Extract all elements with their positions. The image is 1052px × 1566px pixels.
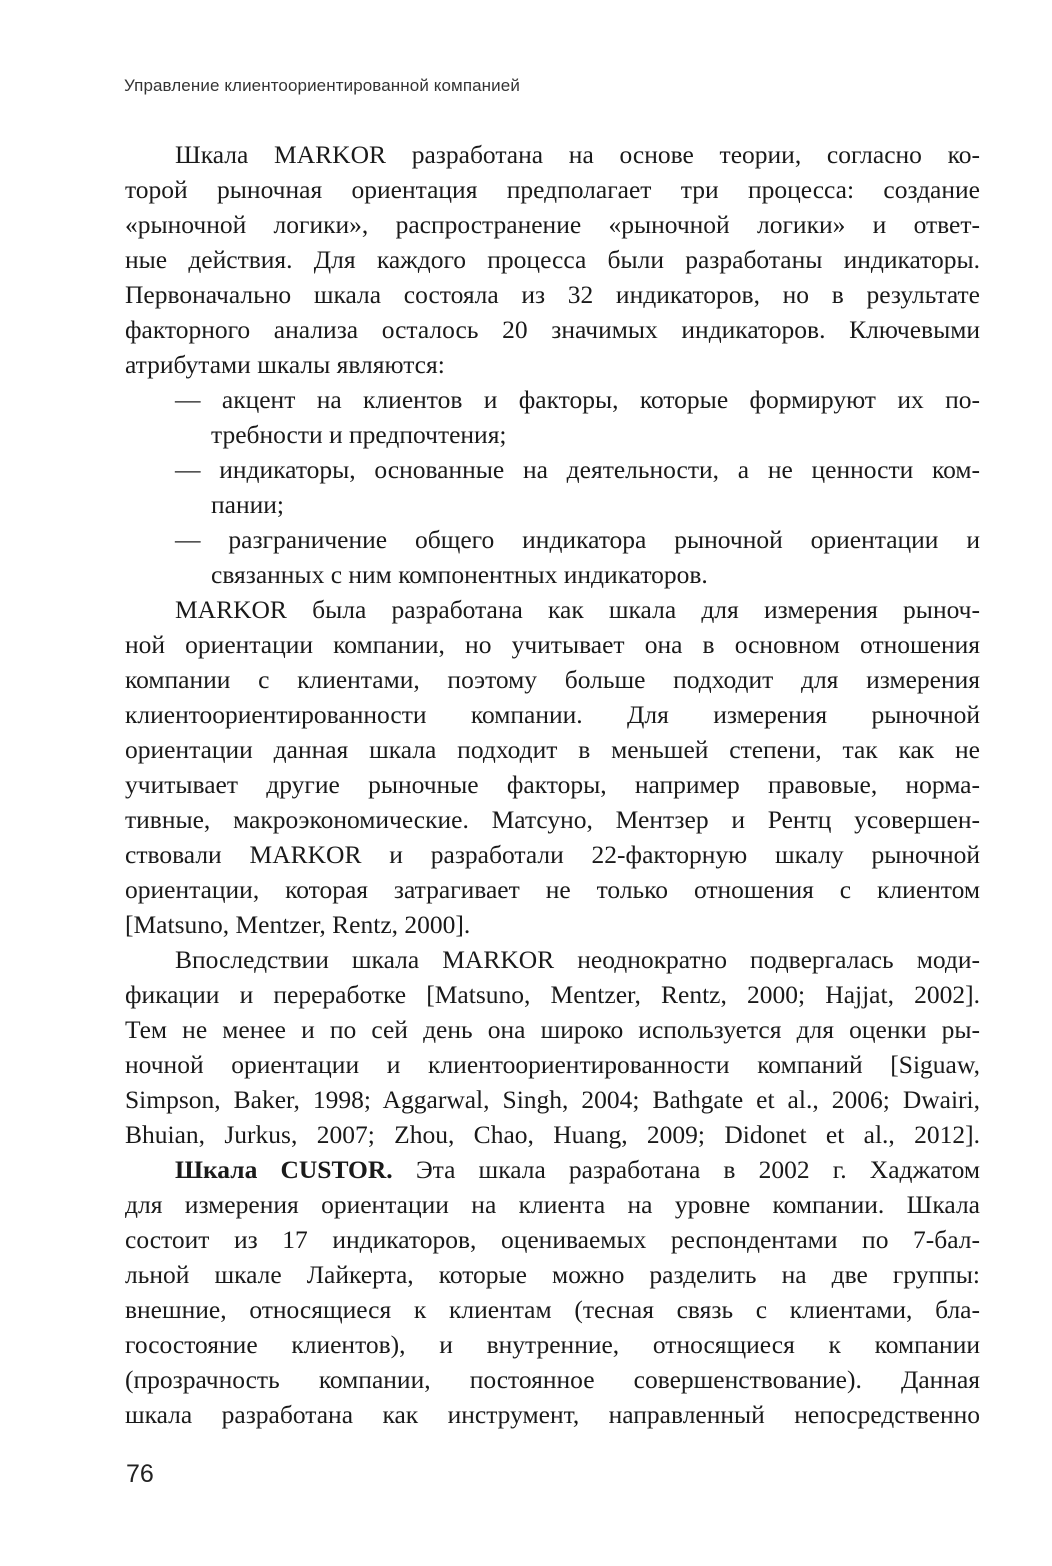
text-line: MARKOR была разработана как шкала для измерения рыноч-: [175, 595, 980, 624]
text-line: шкала разработана как инструмент, направленный непосредственно: [125, 1400, 980, 1429]
text-line: льной шкале Лайкерта, которые можно разделить на две группы:: [125, 1260, 980, 1289]
text-line: для измерения ориентации на клиента на уровне компании. Шкала: [125, 1190, 980, 1219]
text-line: госостояние клиентов), и внутренние, относящиеся к компании: [125, 1330, 980, 1359]
text-line: тивные, макроэкономические. Матсуно, Ментзер и Рентц усовершен-: [125, 805, 980, 834]
text-line: (прозрачность компании, постоянное совершенствование). Данная: [125, 1365, 980, 1394]
text-line: факторного анализа осталось 20 значимых индикаторов. Ключевыми: [125, 315, 980, 344]
text-line: Тем не менее и по сей день она широко используется для оценки ры-: [125, 1015, 980, 1044]
text-line: внешние, относящиеся к клиентам (тесная связь с клиентами, бла-: [125, 1295, 980, 1324]
text-line: компании с клиентами, поэтому больше подходит для измерения: [125, 665, 980, 694]
text-line: ориентации данная шкала подходит в меньшей степени, так как не: [125, 735, 980, 764]
text-span: Эта шкала разработана в 2002 г. Хаджатом: [415, 1155, 981, 1184]
list-item-line: пании;: [211, 490, 284, 519]
page-number: 76: [126, 1460, 154, 1488]
text-line: учитывает другие рыночные факторы, например правовые, норма-: [125, 770, 980, 799]
text-line: [125, 1152, 980, 1187]
text-line: ные действия. Для каждого процесса были разработаны индикаторы.: [125, 245, 980, 274]
text-line: атрибутами шкалы являются:: [125, 350, 445, 379]
list-item-line: связанных с ним компонентных индикаторов.: [211, 560, 708, 589]
text-line: клиентоориентированности компании. Для измерения рыночной: [125, 700, 980, 729]
list-item-line: — акцент на клиентов и факторы, которые формируют их по-: [175, 385, 980, 414]
list-item-line: требности и предпочтения;: [211, 420, 507, 449]
running-header: Управление клиентоориентированной компанией: [124, 76, 520, 95]
text-line: ночной ориентации и клиентоориентированности компаний [Siguaw,: [125, 1050, 980, 1079]
list-item-line: — разграничение общего индикатора рыночной ориентации и: [175, 525, 980, 554]
text-line: Шкала MARKOR разработана на основе теории, согласно ко-: [175, 140, 980, 169]
text-line: ной ориентации компании, но учитывает она в основном отношения: [125, 630, 980, 659]
text-line: состоит из 17 индикаторов, оцениваемых респондентами по 7-бал-: [125, 1225, 980, 1254]
section-heading-custor: Шкала CUSTOR.: [175, 1155, 393, 1184]
text-line: ориентации, которая затрагивает не только отношения с клиентом: [125, 875, 980, 904]
text-line: Simpson, Baker, 1998; Aggarwal, Singh, 2004; Bathgate et al., 2006; Dwairi,: [125, 1085, 980, 1114]
text-line: Первоначально шкала состояла из 32 индикаторов, но в результате: [125, 280, 980, 309]
text-line: [Matsuno, Mentzer, Rentz, 2000].: [125, 910, 471, 939]
text-line: Впоследствии шкала MARKOR неоднократно подвергалась моди-: [175, 945, 980, 974]
page-body: [125, 137, 980, 1432]
text-line: фикации и переработке [Matsuno, Mentzer, Rentz, 2000; Hajjat, 2002].: [125, 980, 980, 1009]
text-line: ствовали MARKOR и разработали 22-факторную шкалу рыночной: [125, 840, 980, 869]
text-line: Bhuian, Jurkus, 2007; Zhou, Chao, Huang, 2009; Didonet et al., 2012].: [125, 1120, 980, 1149]
text-line: «рыночной логики», распространение «рыночной логики» и ответ-: [125, 210, 980, 239]
text-line: торой рыночная ориентация предполагает три процесса: создание: [125, 175, 980, 204]
list-item-line: — индикаторы, основанные на деятельности, а не ценности ком-: [175, 455, 980, 484]
